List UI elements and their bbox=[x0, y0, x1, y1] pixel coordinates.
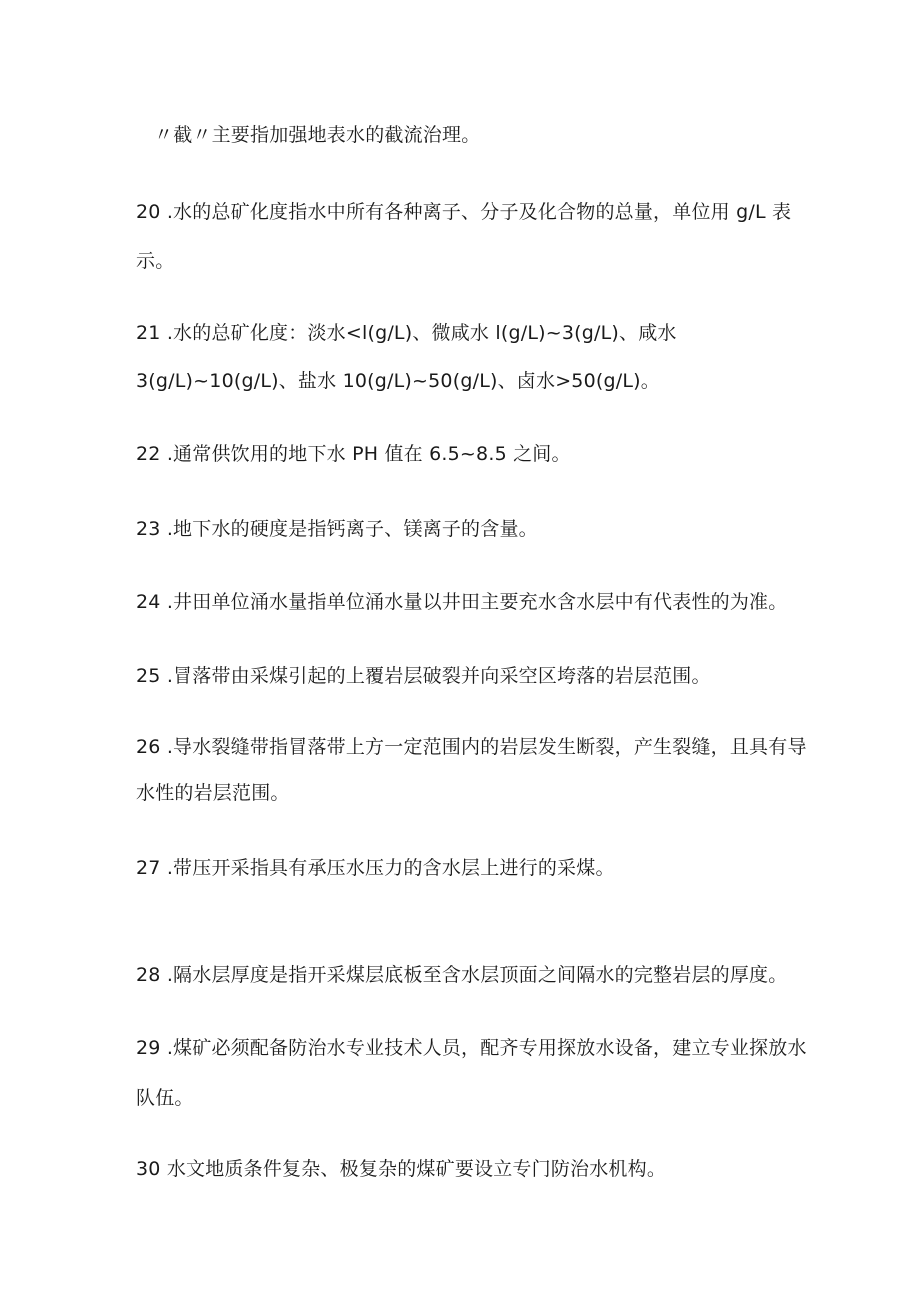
item-28: 28 .隔水层厚度是指开采煤层底板至含水层顶面之间隔水的完整岩层的厚度。 bbox=[136, 964, 788, 986]
item-26-line-2: 水性的岩层范围。 bbox=[136, 782, 290, 804]
item-21-line-1: 21 .水的总矿化度：淡水<l(g/L)、微咸水 l(g/L)~3(g/L)、咸水 bbox=[136, 322, 677, 344]
item-25: 25 .冒落带由采煤引起的上覆岩层破裂并向采空区垮落的岩层范围。 bbox=[136, 665, 711, 687]
item-20-line-2: 示。 bbox=[136, 250, 175, 272]
item-26-line-1: 26 .导水裂缝带指冒落带上方一定范围内的岩层发生断裂，产生裂缝，且具有导 bbox=[136, 736, 807, 758]
item-27: 27 .带压开采指具有承压水压力的含水层上进行的采煤。 bbox=[136, 857, 615, 879]
item-29-line-1: 29 .煤矿必须配备防治水专业技术人员，配齐专用探放水设备，建立专业探放水 bbox=[136, 1037, 807, 1059]
item-30: 30 水文地质条件复杂、极复杂的煤矿要设立专门防治水机构。 bbox=[136, 1158, 667, 1180]
item-22: 22 .通常供饮用的地下水 PH 值在 6.5~8.5 之间。 bbox=[136, 443, 571, 465]
item-23: 23 .地下水的硬度是指钙离子、镁离子的含量。 bbox=[136, 518, 538, 540]
item-24: 24 .井田单位涌水量指单位涌水量以井田主要充水含水层中有代表性的为准。 bbox=[136, 591, 788, 613]
item-21-line-2: 3(g/L)~10(g/L)、盐水 10(g/L)~50(g/L)、卤水>50(g/L)。 bbox=[136, 370, 660, 392]
item-29-line-2: 队伍。 bbox=[136, 1087, 194, 1109]
text-line-intercept: 〃截〃主要指加强地表水的截流治理。 bbox=[154, 124, 481, 146]
item-20-line-1: 20 .水的总矿化度指水中所有各种离子、分子及化合物的总量，单位用 g/L 表 bbox=[136, 201, 792, 223]
